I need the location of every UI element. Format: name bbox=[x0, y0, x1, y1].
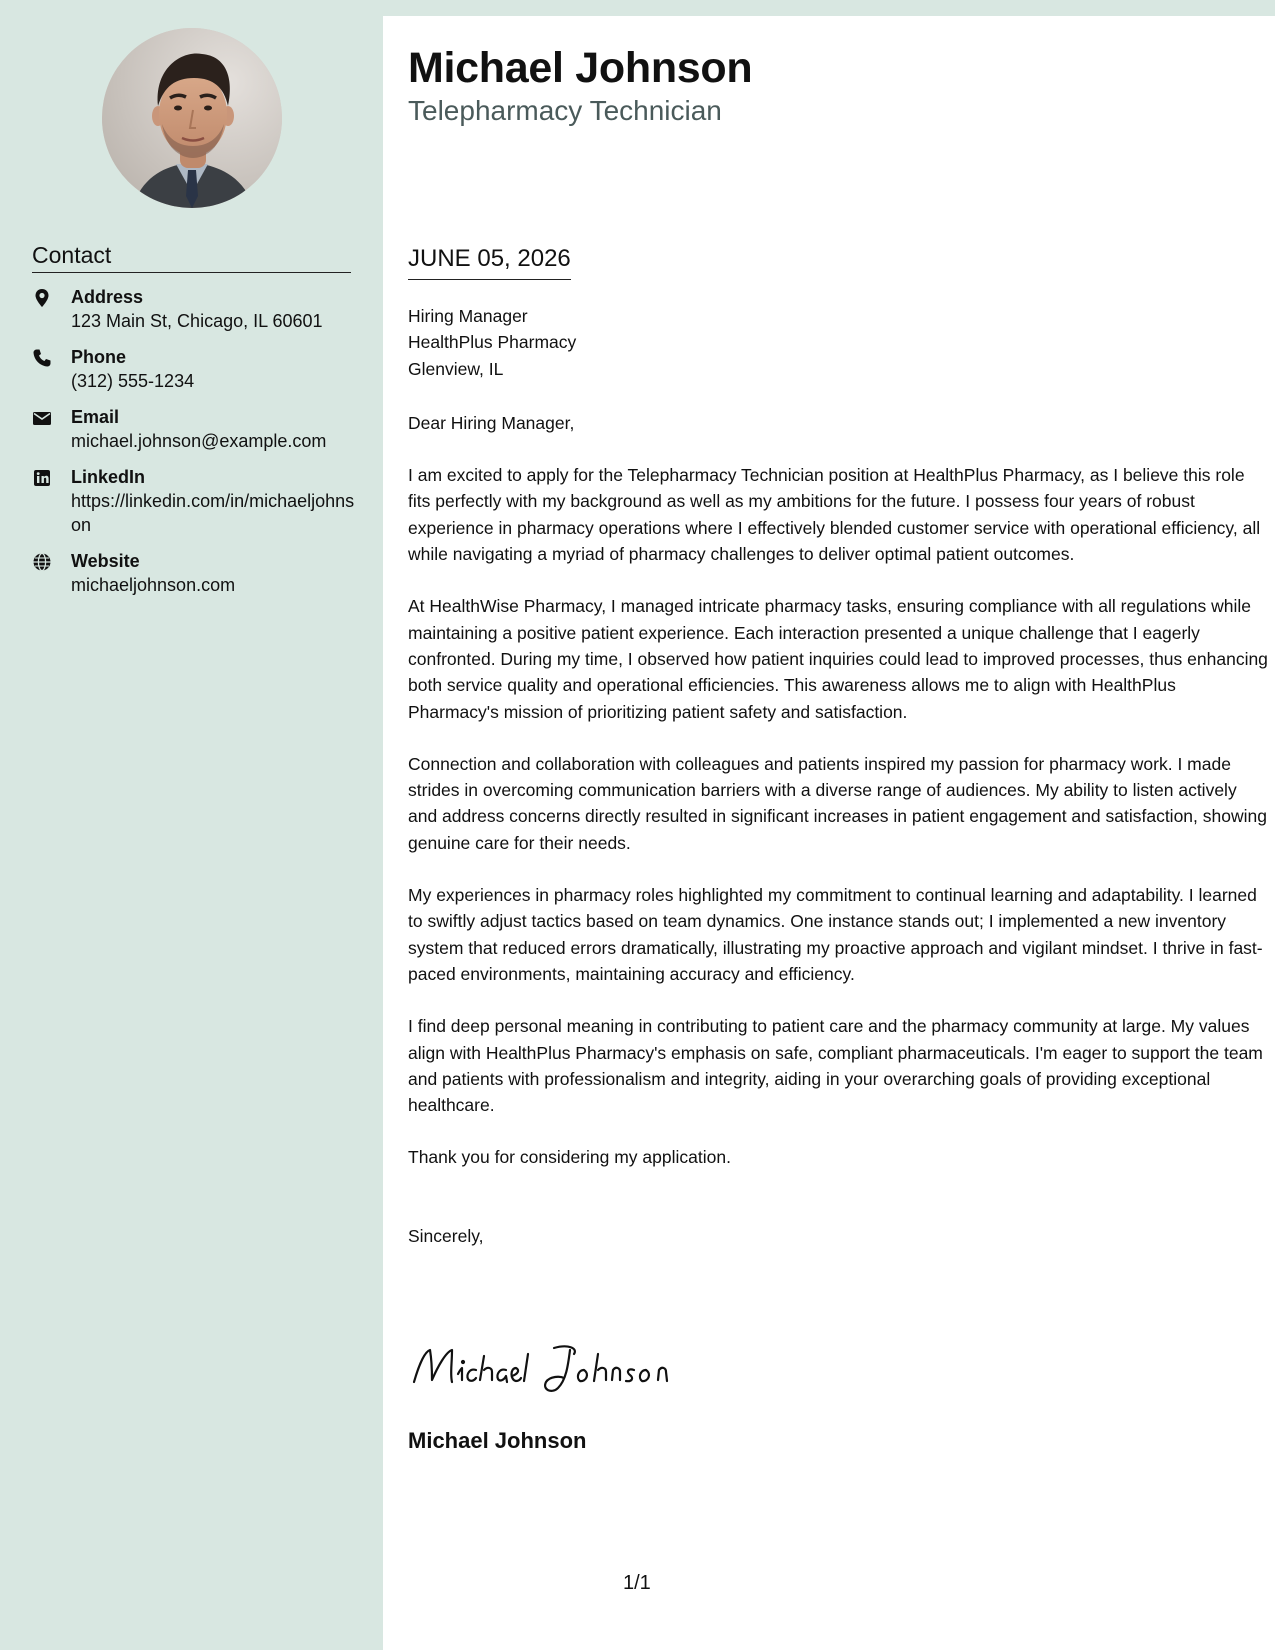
applicant-name: Michael Johnson bbox=[408, 44, 753, 92]
contact-label: Phone bbox=[71, 347, 127, 367]
recipient-line: HealthPlus Pharmacy bbox=[408, 332, 577, 353]
contact-address bbox=[32, 285, 362, 333]
contact-value: (312) 555-1234 bbox=[71, 371, 195, 391]
letter-page bbox=[383, 16, 1275, 1650]
contact-email bbox=[32, 405, 362, 453]
signer-name: Michael Johnson bbox=[408, 1428, 587, 1453]
thanks-line: Thank you for considering my application. bbox=[408, 1147, 731, 1168]
contact-heading: Contact bbox=[32, 241, 351, 273]
contact-label: Address bbox=[71, 287, 144, 307]
page-number: 1/1 bbox=[623, 1572, 651, 1594]
letter-date: JUNE 05, 2026 bbox=[408, 244, 571, 280]
contact-value[interactable]: michaeljohnson.com bbox=[71, 575, 236, 595]
job-title: Telepharmacy Technician bbox=[408, 95, 722, 126]
contact-value[interactable]: https://linkedin.com/in/michaeljohnson bbox=[71, 491, 355, 535]
contact-phone bbox=[32, 345, 362, 393]
contact-label: LinkedIn bbox=[71, 467, 146, 487]
location-pin-icon bbox=[32, 288, 52, 308]
phone-icon bbox=[32, 348, 52, 368]
contact-linkedin bbox=[32, 465, 362, 537]
letter-paragraph: Connection and collaboration with colleagues and patients inspired my passion for pharmacy work. I made strides in overcoming communication barriers with a diverse range of audiences. My ability to listen actively and address concerns directly resulted in significant increases in patient engagement and satisfaction, showing genuine care for their needs. bbox=[408, 753, 1267, 853]
envelope-icon bbox=[32, 408, 52, 428]
avatar bbox=[102, 28, 282, 208]
closing: Sincerely, bbox=[408, 1225, 484, 1246]
salutation: Dear Hiring Manager, bbox=[408, 412, 575, 433]
letter-body bbox=[408, 303, 1268, 1249]
letter-paragraph: At HealthWise Pharmacy, I managed intricate pharmacy tasks, ensuring compliance with all regulations while maintaining a positive patient experience. Each interaction presented a unique challenge that I eagerly confronted. During my time, I observed how patient inquiries could lead to improved processes, thus enhancing both service quality and operational efficiencies. This awareness allows me to align with HealthPlus Pharmacy's mission of prioritizing patient safety and satisfaction. bbox=[408, 596, 1268, 722]
signature-image bbox=[408, 1338, 688, 1398]
recipient-line: Hiring Manager bbox=[408, 306, 528, 326]
contact-label: Email bbox=[71, 407, 120, 427]
contact-website bbox=[32, 549, 362, 597]
globe-icon bbox=[32, 552, 52, 572]
contact-value: michael.johnson@example.com bbox=[71, 431, 327, 451]
letter-paragraph: I am excited to apply for the Telepharmacy Technician position at HealthPlus Pharmacy, as I believe this role fits perfectly with my background as well as my ambitions for the future. I possess four years of robust experience in pharmacy operations where I effectively blended customer service with operational efficiency, all while navigating a myriad of pharmacy challenges to deliver optimal patient outcomes. bbox=[408, 465, 1261, 565]
linkedin-icon bbox=[32, 468, 52, 488]
letter-paragraph: My experiences in pharmacy roles highlighted my commitment to continual learning and adaptability. I learned to swiftly adjust tactics based on team dynamics. One instance stands out; I implemented a new inventory system that reduced errors dramatically, illustrating my proactive approach and vigilant mindset. I thrive in fast-paced environments, maintaining accuracy and efficiency. bbox=[408, 885, 1263, 984]
sidebar bbox=[0, 0, 383, 1650]
letter-paragraph: I find deep personal meaning in contributing to patient care and the pharmacy community at large. My values align with HealthPlus Pharmacy's emphasis on safe, compliant pharmaceuticals. I'm eager to support the team and patients with professionalism and integrity, aiding in your overarching goals of providing exceptional healthcare. bbox=[408, 1016, 1263, 1116]
recipient-block bbox=[408, 303, 1268, 382]
recipient-line: Glenview, IL bbox=[408, 358, 504, 379]
signature bbox=[408, 1338, 688, 1398]
contact-list bbox=[32, 285, 362, 609]
profile-photo bbox=[102, 28, 282, 208]
contact-label: Website bbox=[71, 551, 140, 571]
contact-value: 123 Main St, Chicago, IL 60601 bbox=[71, 311, 323, 331]
